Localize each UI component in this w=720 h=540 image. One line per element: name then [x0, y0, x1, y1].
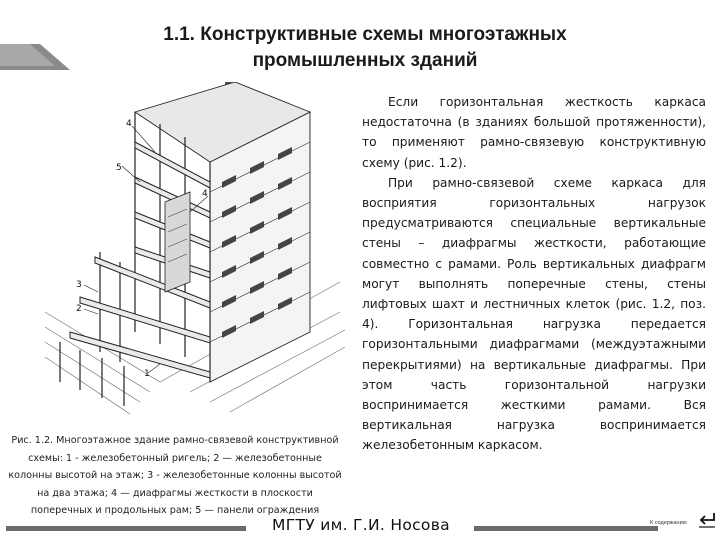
- figure-caption: Рис. 1.2. Многоэтажное здание рамно-связевой конструктивной схемы: 1 - железобетонный ригель; 2 — железобетонные колонны высотой на этаж; 3 - железобетонные колонны высотой на два этажа; 4 — диафрагмы жесткости в плоскости поперечных и продольных рам; 5 — панели ограждения: [8, 435, 342, 516]
- paragraph-1: Если горизонтальная жесткость каркаса недостаточна (в зданиях большой протяженности), то применяют рамно-связевую конструктивную схему (рис. 1.2).: [362, 95, 706, 170]
- nav-to-contents-label[interactable]: К содержанию: [650, 520, 687, 526]
- footer-divider-left: [6, 526, 246, 531]
- slide-title: [100, 22, 630, 74]
- corner-decoration: [0, 44, 70, 70]
- diagram-label-4a: 4: [126, 119, 132, 129]
- paragraph-2: При рамно-связевой схеме каркаса для восприятия горизонтальных нагрузок предусматриваются специальные вертикальные стены – диафрагмы жесткости, работающие совместно с рамами. Роль вертикальных диафрагм могут выполнять поперечные стены, стены лифтовых шахт и лестничных клеток (рис. 1.2, поз. 4). Горизонтальная нагрузка передается горизонтальными диафрагмами (междуэтажными перекрытиями) на вертикальные диафрагмы. При этом часть горизонтальной нагрузки воспринимается жесткими рамами. Вся вертикальная нагрузка воспринимается железобетонным каркасом.: [362, 175, 706, 453]
- building-diagram: [40, 82, 350, 422]
- diagram-label-3: 3: [76, 280, 82, 290]
- diagram-label-4b: 4: [202, 189, 208, 199]
- diagram-label-5: 5: [116, 163, 122, 173]
- slide-title-line1: 1.1. Конструктивные схемы многоэтажных: [163, 24, 567, 45]
- diagram-label-1: 1: [144, 369, 150, 379]
- body-text: [362, 92, 706, 456]
- footer-institution: МГТУ им. Г.И. Носова: [272, 516, 450, 534]
- slide-title-line2: промышленных зданий: [252, 50, 478, 71]
- diagram-label-2: 2: [76, 304, 82, 314]
- footer-divider-right: [474, 526, 658, 531]
- return-arrow-icon[interactable]: [696, 508, 718, 530]
